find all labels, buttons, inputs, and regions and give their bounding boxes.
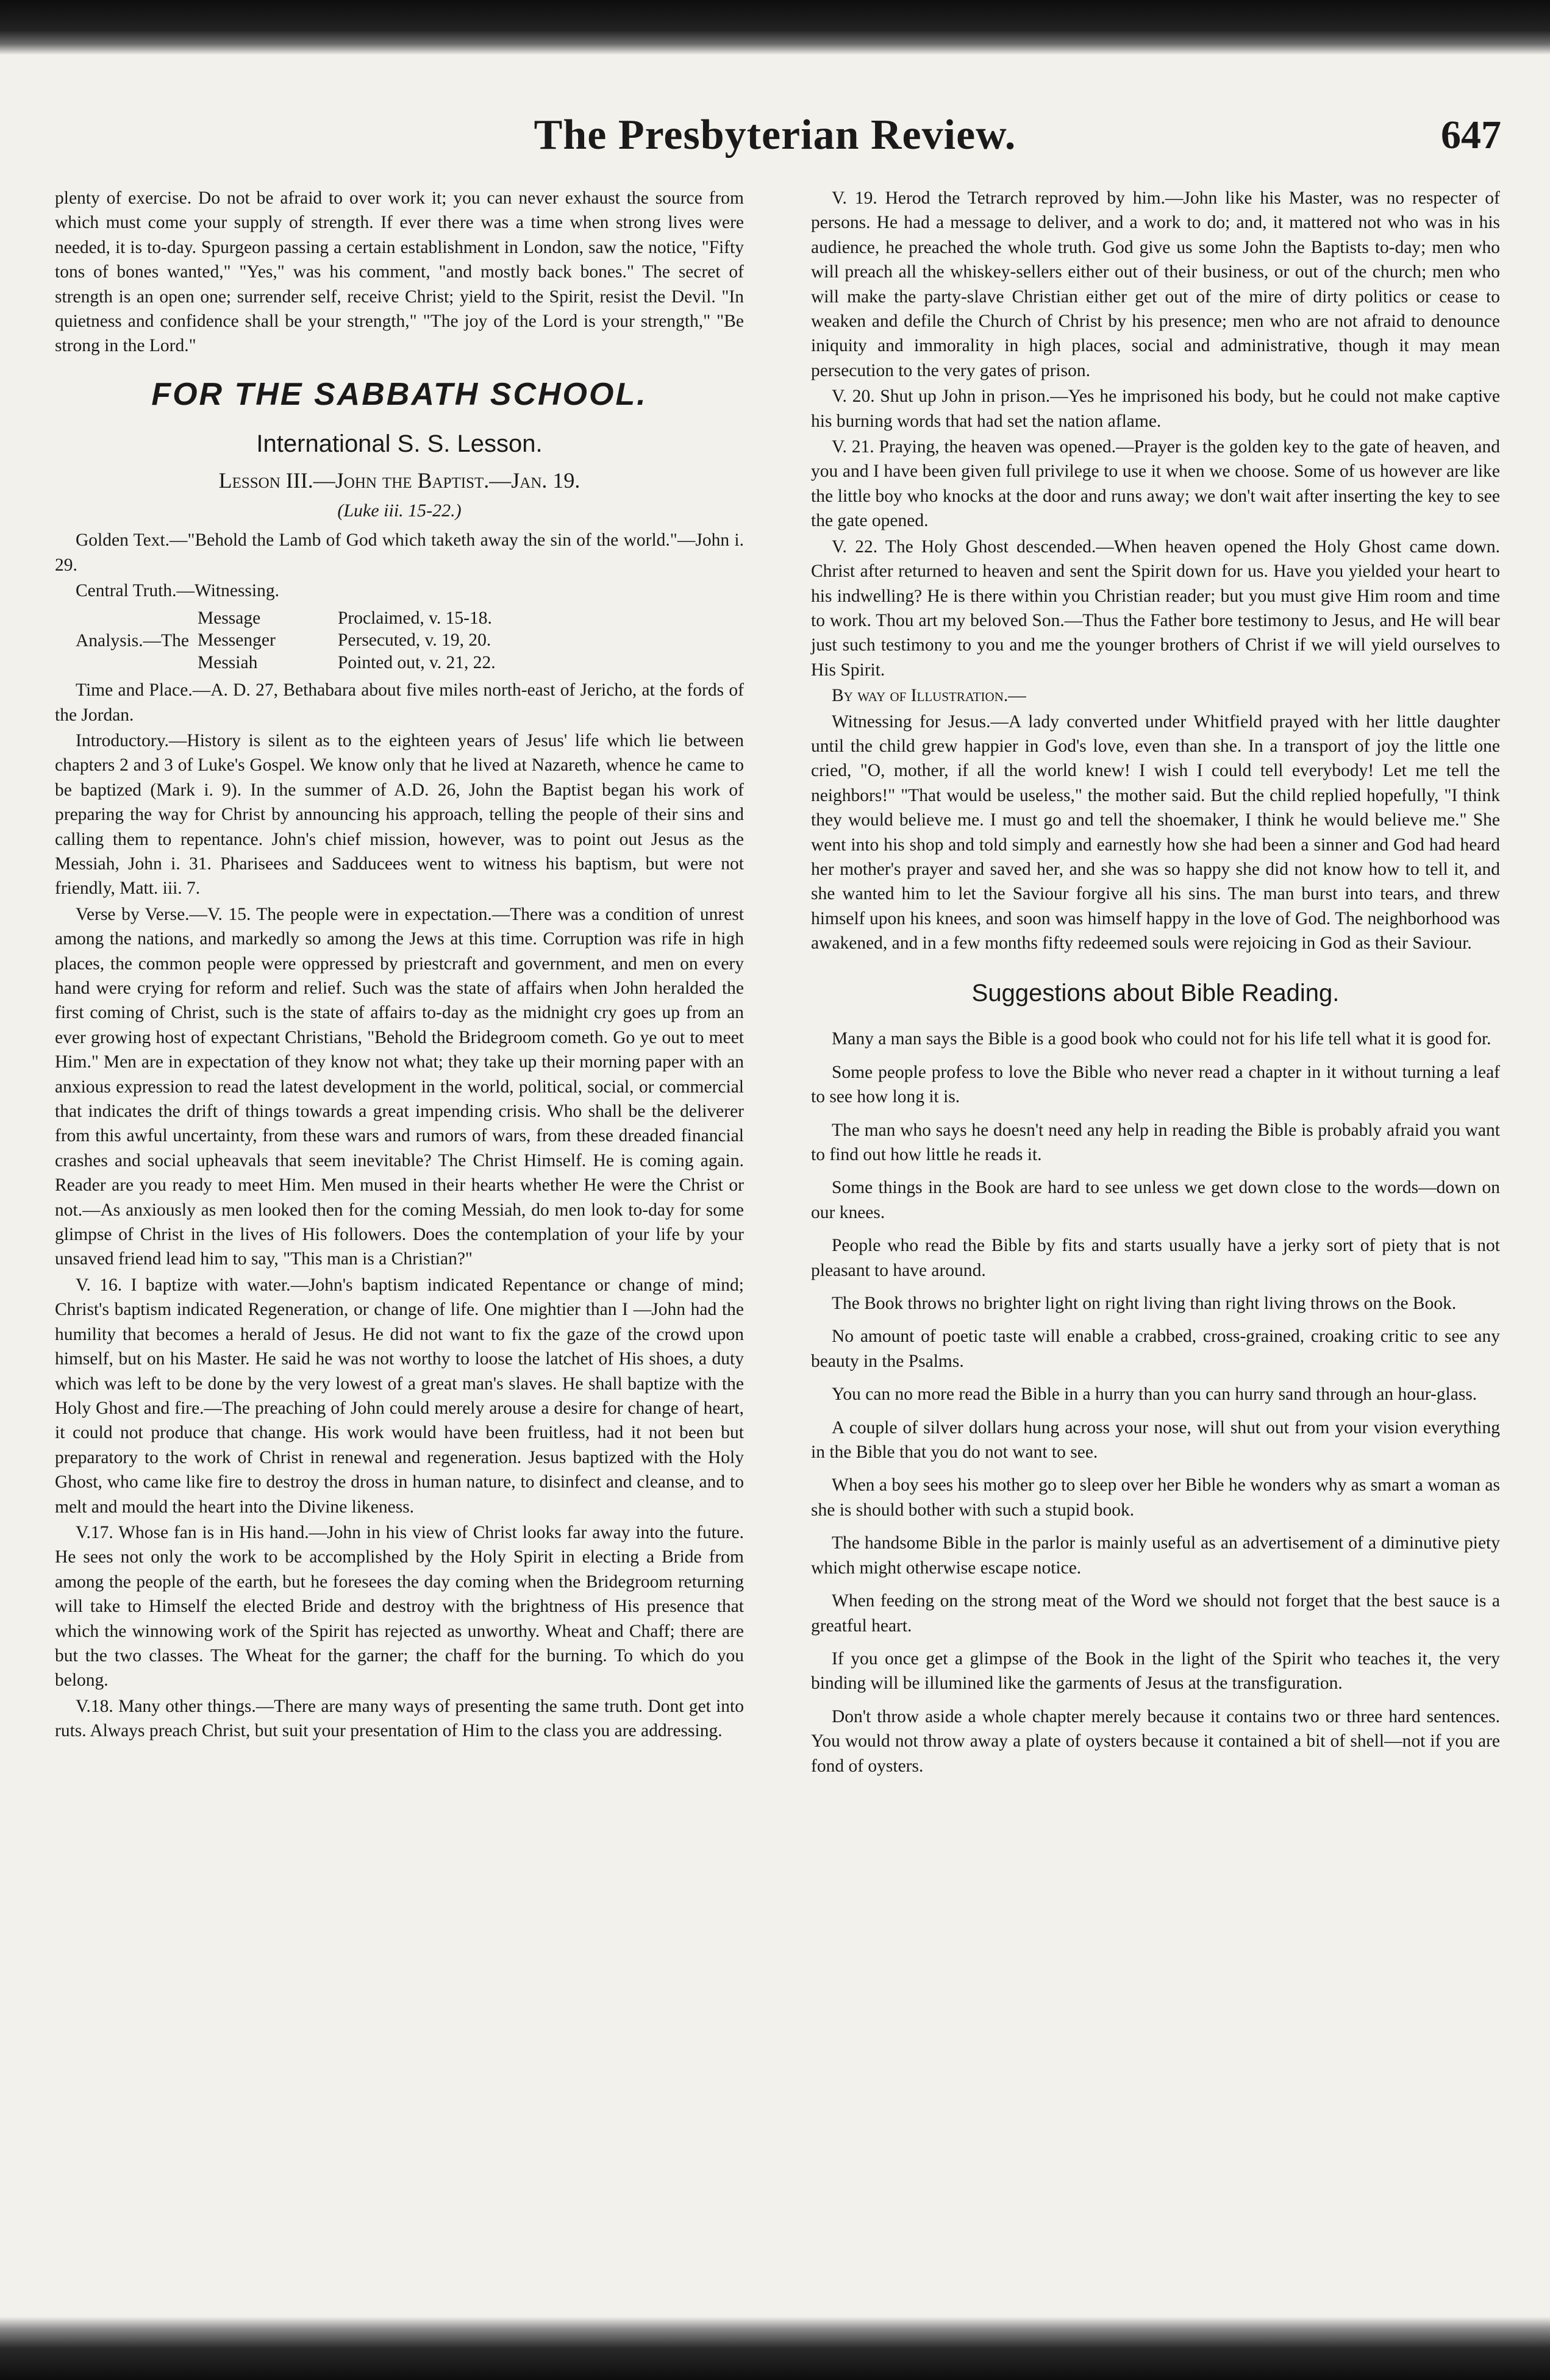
verse-19-paragraph: V. 19. Herod the Tetrarch reproved by him.—John like his Master, was no respecter of persons. He had a message to deliver, and a work to do; and, it mattered not who was in his audience, he preached the whole truth. God give us some John the Baptists to-day; men who will preach all the whiskey-sellers either out of their business, or out of the church; men who will make the party-slave Christian either get out of the mire of dirty politics or cease to weaken and defile the Church of Christ by his presence; men who are not afraid to denounce iniquity and immorality in high places, social and administrative, though it may mean persecution to the very gates of prison. [811,188,1500,380]
verse-15-paragraph: Verse by Verse.—V. 15. The people were in expectation.—There was a condition of unrest among the nations, and markedly so among the Jews at this time. Corruption was rife in high places, the common people were oppressed by priestcraft and government, and men on every hand were crying for reform and relief. Such was the state of affairs when John heralded the first coming of Christ, such is the state of affairs to-day as the midnight cry goes up from an ever growing host of expectant Christians, "Behold the Bridegroom cometh. Go ye out to meet Him." Men are in expectation of they know not what; they take up their morning paper with an anxious expression to read the latest development in the world, political, social, or commercial that indicates the drift of things towards a great impending crisis. Who shall be the deliverer from this awful uncertainty, from these wars and rumors of wars, from these dreaded financial crashes and social upheavals that seem inevitable? The Christ Himself. He is coming again. Reader are you ready to meet Him. Men mused in their hearts whether He were the Christ or not.—As anxiously as men looked then for the coming Messiah, do men look to-day for some glimpse of Christ in the lives of His followers. Does the contemplation of your life by your unsaved friend lead him to say, "This man is a Christian?" [55,904,744,1269]
verse-17-paragraph: V.17. Whose fan is in His hand.—John in his view of Christ looks far away into the future. He sees not only the work to be accomplished by the Holy Spirit in electing a Bride from among the people of the earth, but he foresees the day coming when the Bridegroom returning will take to Himself the elected Bride and destroy with the brightness of His presence that which the winnowing work of the Spirit has rejected as unworthy. Wheat and Chaff; there are but the two classes. The Wheat for the garner; the chaff for the burning. To which do you belong. [55,1522,744,1691]
illustration-paragraph: Witnessing for Jesus.—A lady converted under Whitfield prayed with her little daughter until the child grew happier in God's love, even than she. In a transport of joy the little one cried, "O, mother, if all the world knew! I wish I could tell everybody! Let me tell the neighbors!" "That would be useless," the mother said. But the child replied hopefully, "I think they would believe me. I must go and tell the shoemaker, I think he would believe me." She went into his shop and told simply and earnestly how she had been a sinner and God had heard her mother's prayer and saved her, and she was so happy she did not know how to tell it, and she wanted him to let the Saviour forgive all his sins. The man burst into tears, and threw himself upon his knees, and soon was himself happy in the love of God. The neighborhood was awakened, and in a few months fifty redeemed souls were rejoicing in God as their Saviour. [811,711,1500,953]
verse-21-paragraph: V. 21. Praying, the heaven was opened.—Prayer is the golden key to the gate of heaven, and you and I have been given full privilege to use it when we choose. Some of us however are like the little boy who knocks at the door and runs away; we don't wait after inserting the key to see the gate opened. [811,437,1500,531]
analysis-term: Messenger [198,630,276,650]
suggestion-item: If you once get a glimpse of the Book in the light of the Spirit who teaches it, the very binding will be illumined like the garments of Jesus at the transfiguration. [811,1648,1500,1694]
analysis-label: Analysis.—The [76,630,189,650]
scan-bottom-edge [0,2317,1550,2380]
analysis-detail: Proclaimed, v. 15-18. [338,608,492,628]
analysis-block [55,607,744,675]
suggestion-item: The Book throws no brighter light on right living than right living throws on the Book. [832,1294,1457,1314]
suggestion-item: When feeding on the strong meat of the Word we should not forget that the best sauce is a greatful heart. [811,1591,1500,1636]
analysis-row [198,629,496,652]
verse-22-paragraph: V. 22. The Holy Ghost descended.—When heaven opened the Holy Ghost came down. Christ after returned to heaven and sent the Spirit down for us. Have you yielded your heart to his indwelling? He is there within you Christian reader; but you must give Him room and time to work. Thou art my beloved Son.—Thus the Father bore testimony to Jesus, and He will bear just such testimony to you and me the younger brothers of Christ if we will yield ourselves to His Spirit. [811,536,1500,680]
verse-20-paragraph: V. 20. Shut up John in prison.—Yes he imprisoned his body, but he could not make captive his burning words that had set the nation aflame. [811,387,1500,431]
lesson-subheading: International S. S. Lesson. [256,430,543,458]
time-and-place: Time and Place.—A. D. 27, Bethabara about five miles north-east of Jericho, at the fords of the Jordan. [55,680,744,725]
central-truth: Central Truth.—Witnessing. [76,581,279,601]
verse-18-paragraph: V.18. Many other things.—There are many ways of presenting the same truth. Dont get into ruts. Always preach Christ, but suit your presentation of Him to the class you are addressing. [55,1696,744,1741]
right-column [811,186,1500,1787]
suggestions-heading: Suggestions about Bible Reading. [971,979,1340,1007]
lesson-title: Lesson III.—John the Baptist.—Jan. 19. [218,468,580,493]
page-header [0,104,1550,171]
analysis-row [198,607,496,630]
analysis-row [198,652,496,674]
analysis-detail: Pointed out, v. 21, 22. [338,653,496,673]
suggestion-item: A couple of silver dollars hung across your nose, will shut out from your vision everything in the Bible that you do not want to see. [811,1417,1500,1463]
analysis-term: Messiah [198,653,258,673]
scan-top-edge [0,0,1550,55]
analysis-term: Message [198,608,261,628]
journal-title: The Presbyterian Review. [534,112,1016,159]
suggestion-item: Some things in the Book are hard to see unless we get down close to the words—down on our knees. [811,1178,1500,1222]
suggestion-item: The handsome Bible in the parlor is mainly useful as an advertisement of a diminutive piety which might otherwise escape notice. [811,1533,1500,1578]
intro-paragraph: plenty of exercise. Do not be afraid to over work it; you can never exhaust the source from which must come your supply of strength. If ever there was a time when strong lives were needed, it is to-day. Spurgeon passing a certain establishment in London, saw the notice, "Fifty tons of bones wanted," "Yes," was his comment, "and mostly back bones." The secret of strength is an open one; surrender self, receive Christ; yield to the Spirit, resist the Devil. "In quietness and confidence shall be your strength," "The joy of the Lord is your strength," "Be strong in the Lord." [55,188,744,356]
introductory-paragraph: Introductory.—History is silent as to the eighteen years of Jesus' life which lie between chapters 2 and 3 of Luke's Gospel. We know only that he lived at Nazareth, whence he came to be baptized (Mark i. 9). In the summer of A.D. 26, John the Baptist began his work of preparing the way for Christ by announcing his approach, telling the people of their sins and calling them to repentance. John's chief mission, however, was to point out Jesus as the Messiah, John i. 31. Pharisees and Sadducees went to witness his baptism, but were not friendly, Matt. iii. 7. [55,730,744,899]
scripture-reference: (Luke iii. 15-22.) [337,501,462,521]
suggestion-item: When a boy sees his mother go to sleep over her Bible he wonders why as smart a woman as she is should bother with such a stupid book. [811,1475,1500,1520]
suggestion-item: The man who says he doesn't need any help in reading the Bible is probably afraid you want to find out how little he reads it. [811,1120,1500,1165]
page-number: 647 [1441,113,1501,157]
verse-16-paragraph: V. 16. I baptize with water.—John's baptism indicated Repentance or change of mind; Christ's baptism indicated Regeneration, or change of life. One mightier than I —John had the humility that becomes a herald of Jesus. He did not want to fix the gaze of the crowd upon himself, but on his Master. He said he was not worthy to loose the latchet of His shoes, a duty which was left to be done by the very lowest of a great man's slaves. He shall baptize with the Holy Ghost and fire.—The preaching of John could merely arouse a desire for change of heart, it could not produce that change. His work would have been fruitless, had it not been but preparatory to the work of Christ in renewal and regeneration. Jesus baptized with the Holy Ghost, who came like fire to destroy the dross in human nature, to disinfect and cleanse, and to melt and mould the heart into the Divine likeness. [55,1275,744,1517]
illustration-label: By way of Illustration.— [832,686,1026,706]
golden-text: Golden Text.—"Behold the Lamb of God which taketh away the sin of the world."—John i. 29. [55,530,744,575]
suggestion-item: Some people profess to love the Bible who never read a chapter in it without turning a leaf to see how long it is. [811,1062,1500,1107]
suggestion-item: Don't throw aside a whole chapter merely because it contains two or three hard sentences. You would not throw away a plate of oysters because it contained a bit of shell—not if you are fond of oysters. [811,1706,1500,1776]
analysis-detail: Persecuted, v. 19, 20. [338,630,491,650]
suggestion-item: No amount of poetic taste will enable a crabbed, cross-grained, croaking critic to see any beauty in the Psalms. [811,1327,1500,1371]
left-column [55,186,744,1745]
suggestions-list [811,1027,1500,1778]
suggestion-item: Many a man says the Bible is a good book who could not for his life tell what it is good for. [832,1029,1491,1049]
section-heading: FOR THE SABBATH SCHOOL. [151,376,648,412]
suggestion-item: People who read the Bible by fits and starts usually have a jerky sort of piety that is not pleasant to have around. [811,1236,1500,1280]
suggestion-item: You can no more read the Bible in a hurry than you can hurry sand through an hour-glass. [832,1384,1477,1405]
